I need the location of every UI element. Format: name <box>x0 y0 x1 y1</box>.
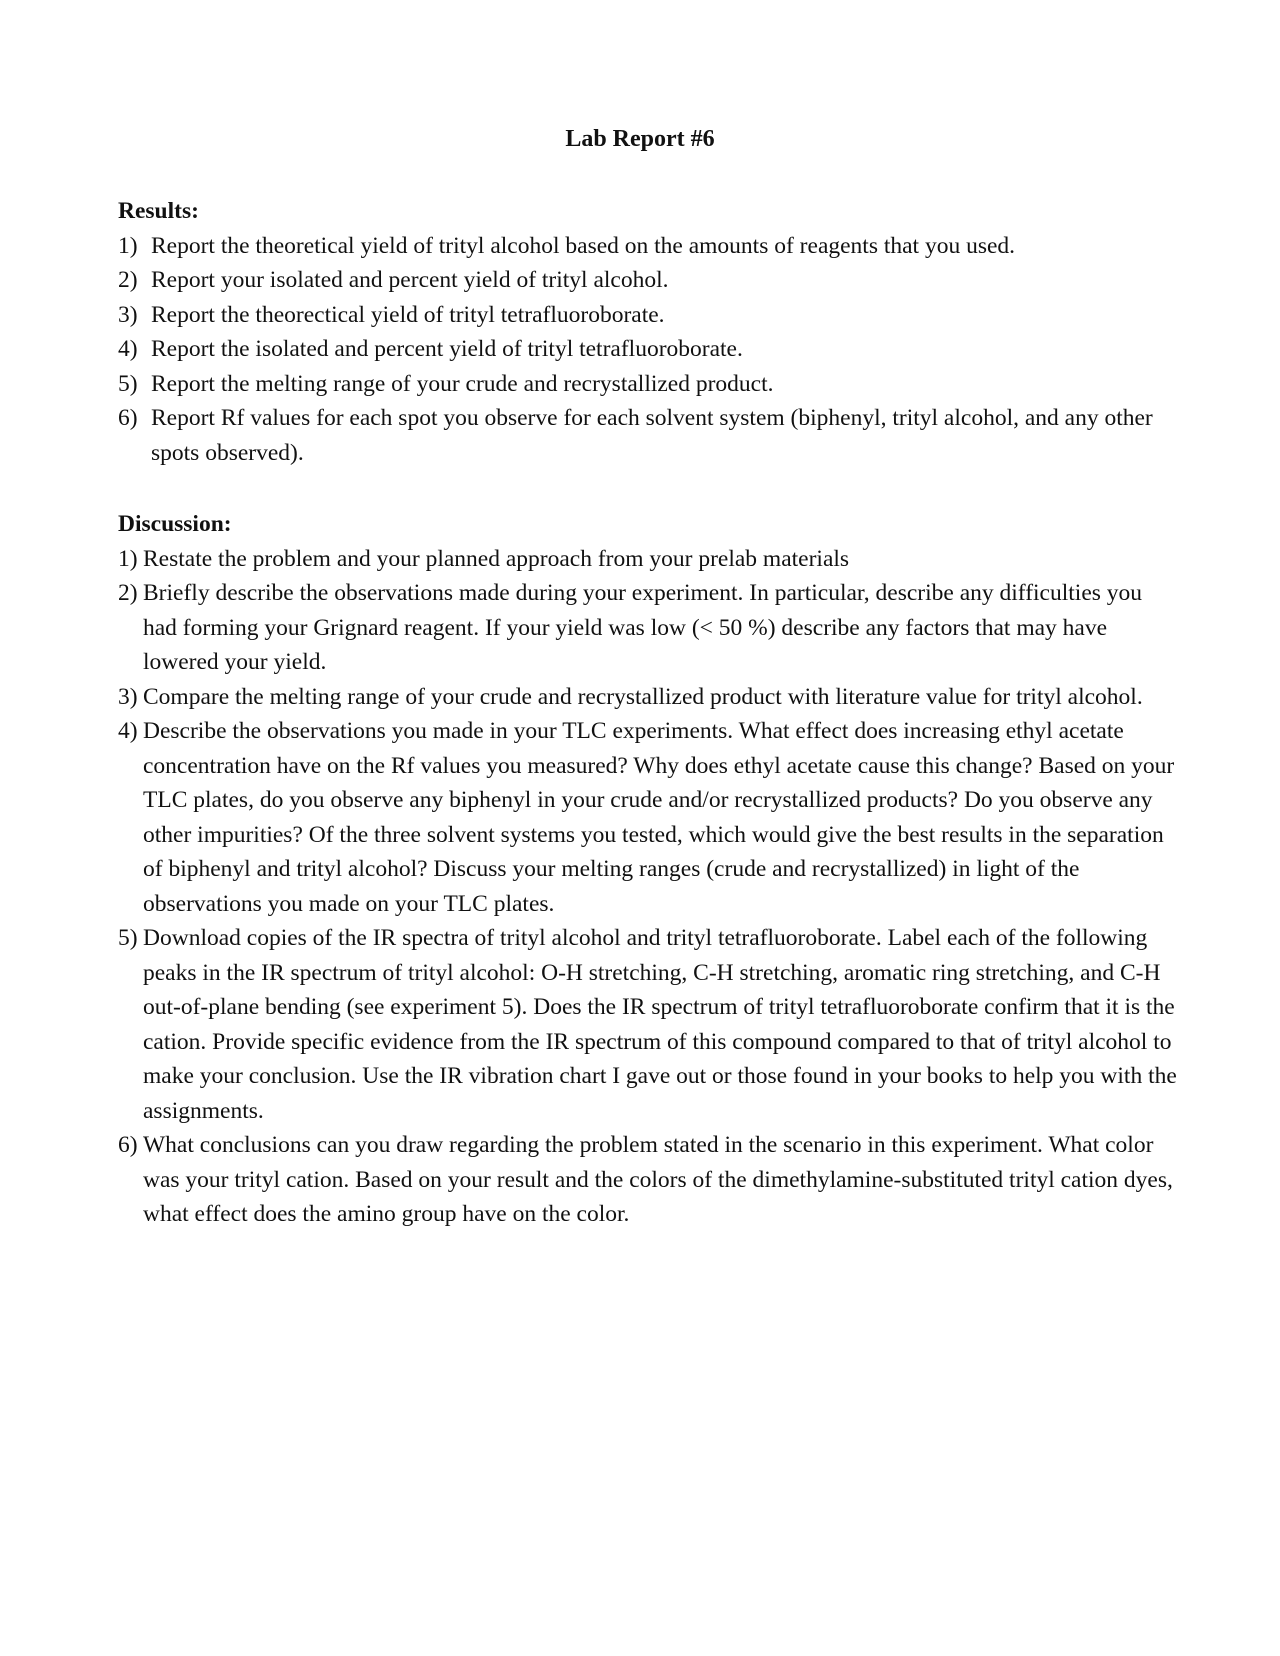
discussion-heading: Discussion: <box>118 511 232 537</box>
discussion-item-4 <box>118 714 1178 921</box>
item-text: What conclusions can you draw regarding the problem stated in the scenario in this experiment. What color was your trityl cation. Based on your result and the colors of the dimethylamine-substituted trityl cation dyes, what effect does the amino group have on the color. <box>143 1132 1173 1227</box>
results-item-2 <box>118 263 1178 298</box>
results-item-4 <box>118 332 1178 367</box>
item-text: Report Rf values for each spot you observe for each solvent system (biphenyl, trityl alcohol, and any other spots observed). <box>151 405 1153 466</box>
discussion-item-5 <box>118 921 1178 1128</box>
item-number: 5) <box>118 370 138 397</box>
item-text: Report the melting range of your crude and recrystallized product. <box>151 370 774 397</box>
item-number: 4) <box>118 336 138 362</box>
discussion-section <box>118 507 1178 1232</box>
item-text: Report your isolated and percent yield of trityl alcohol. <box>151 267 669 293</box>
results-item-5 <box>118 367 1178 402</box>
results-item-6 <box>118 401 1178 470</box>
item-text: Describe the observations you made in your TLC experiments. What effect does increasing ethyl acetate concentration have on the Rf values you measured? Why does ethyl acetate cause this change? Based on your TLC plates, do you observe any biphenyl in your crude and/or recrystallized products? Do you observe any other impurities? Of the three solvent systems you tested, which would give the best results in the separation of biphenyl and trityl alcohol? Discuss your melting ranges (crude and recrystallized) in light of the observations you made on your TLC plates. <box>143 718 1175 917</box>
results-item-3 <box>118 298 1178 333</box>
discussion-item-2 <box>118 576 1178 680</box>
item-text: Report the theoretical yield of trityl alcohol based on the amounts of reagents that you used. <box>151 232 1016 259</box>
results-heading: Results: <box>118 198 199 224</box>
item-number: 3) <box>118 301 138 328</box>
item-text: Restate the problem and your planned approach from your prelab materials <box>143 545 850 572</box>
item-number: 1) <box>118 232 138 259</box>
item-text: Report the isolated and percent yield of trityl tetrafluoroborate. <box>151 336 743 362</box>
item-number: 1) <box>118 545 138 572</box>
item-text: Briefly describe the observations made during your experiment. In particular, describe any difficulties you had forming your Grignard reagent. If your yield was low (< 50 %) describe any factors that may have lowered your yield. <box>143 580 1143 675</box>
item-number: 4) <box>118 718 138 744</box>
document-title: Lab Report #6 <box>565 126 715 152</box>
results-item-1 <box>118 229 1178 264</box>
discussion-list <box>118 542 1178 1232</box>
item-text: Download copies of the IR spectra of trityl alcohol and trityl tetrafluoroborate. Label each of the following peaks in the IR spectrum of trityl alcohol: O-H stretching, C-H stretching, aromatic ring stretching, and C-H out-of-plane bending (see experiment 5). Does the IR spectrum of trityl tetrafluoroborate confirm that it is the cation. Provide specific evidence from the IR spectrum of this compound compared to that of trityl alcohol to make your conclusion. Use the IR vibration chart I gave out or those found in your books to help you with the assignments. <box>143 925 1177 1124</box>
item-text: Compare the melting range of your crude and recrystallized product with literature value for trityl alcohol. <box>143 683 1143 710</box>
item-number: 3) <box>118 683 138 710</box>
results-section <box>118 194 1178 470</box>
item-number: 2) <box>118 267 138 293</box>
discussion-item-6 <box>118 1128 1178 1232</box>
item-number: 2) <box>118 580 138 606</box>
item-number: 6) <box>118 405 138 431</box>
discussion-item-3 <box>118 680 1178 715</box>
results-list <box>118 229 1178 471</box>
item-number: 6) <box>118 1132 138 1158</box>
item-number: 5) <box>118 925 138 951</box>
item-text: Report the theorectical yield of trityl tetrafluoroborate. <box>151 301 665 328</box>
discussion-item-1 <box>118 542 1178 577</box>
